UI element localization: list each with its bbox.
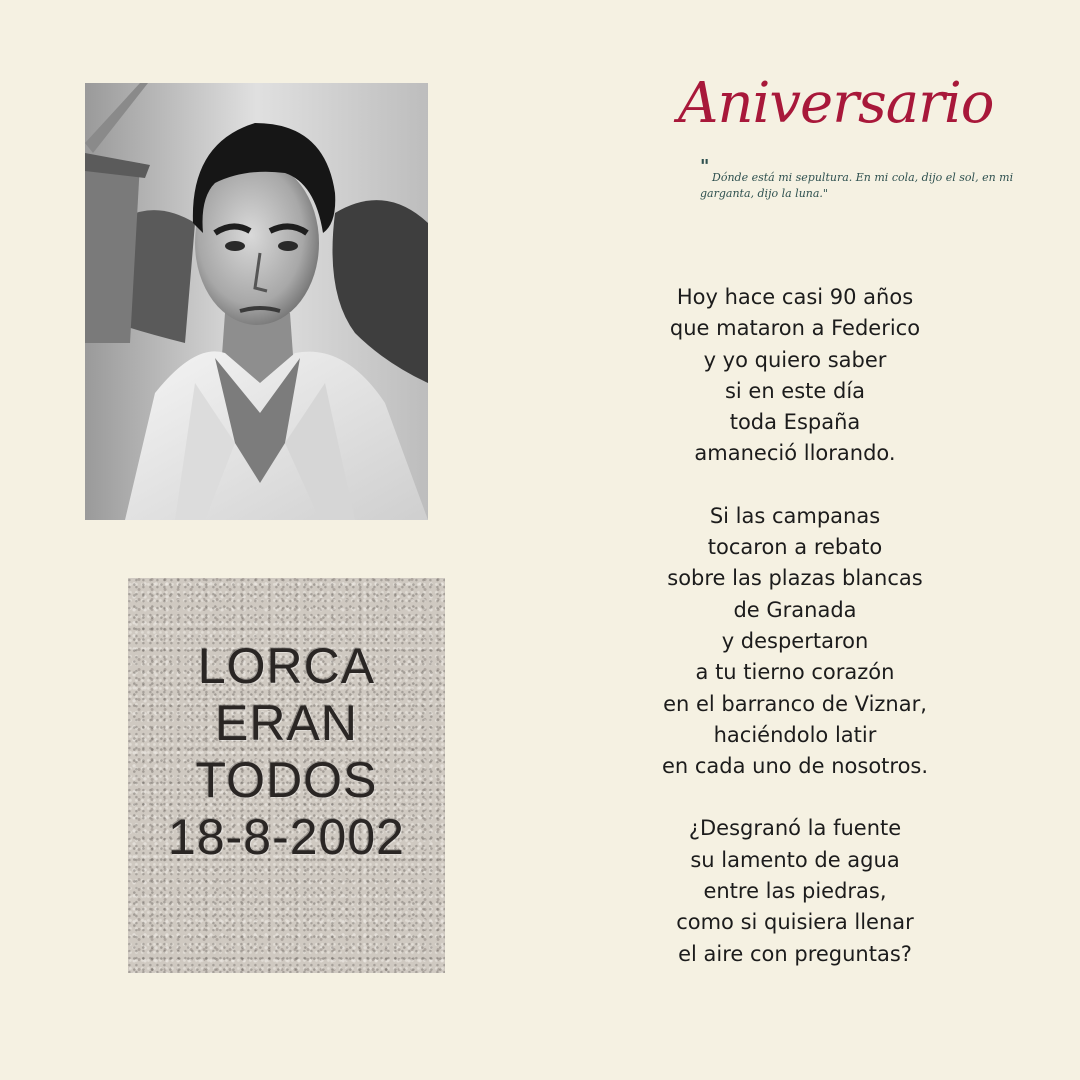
- poem-line: el aire con preguntas?: [678, 941, 912, 966]
- poem-line: ¿Desgranó la fuente: [688, 816, 902, 841]
- poem-line: amaneció llorando.: [694, 441, 896, 466]
- poem-line: Hoy hace casi 90 años: [676, 285, 914, 309]
- plaque-line: LORCA: [197, 638, 376, 694]
- poem-line: y despertaron: [721, 628, 869, 653]
- poem-line: toda España: [729, 410, 861, 435]
- plaque-line: ERAN: [215, 695, 358, 751]
- poem-line: haciéndolo latir: [713, 722, 877, 747]
- poem-stanza: [610, 282, 980, 470]
- page-title: Aniversario: [678, 71, 994, 136]
- plaque-line: 18-8-2002: [168, 809, 405, 865]
- poem-stanza: [610, 813, 980, 969]
- poem-line: si en este día: [724, 378, 866, 403]
- poem-line: en cada uno de nosotros.: [661, 754, 929, 779]
- portrait-illustration: [85, 83, 428, 520]
- poem-line: en el barranco de Viznar,: [663, 691, 927, 716]
- granite-plaque: [128, 578, 445, 973]
- plaque-line: TODOS: [195, 752, 378, 808]
- poem-line: y yo quiero saber: [703, 347, 887, 372]
- poem-line: sobre las plazas blancas: [667, 566, 923, 591]
- quote-mark: ": [700, 156, 710, 177]
- epigraph: Dónde está mi sepultura. En mi cola, dijo el sol, en mi garganta, dijo la luna.": [700, 171, 1014, 200]
- plaque-inscription: [128, 638, 445, 866]
- poem-line: entre las piedras,: [703, 879, 887, 904]
- poem-line: como si quisiera llenar: [676, 910, 914, 935]
- poem-line: que mataron a Federico: [669, 316, 921, 341]
- poem-stanza: [610, 501, 980, 783]
- poem: [610, 282, 980, 1001]
- poem-line: de Granada: [733, 597, 857, 622]
- poem-line: su lamento de agua: [690, 847, 900, 872]
- poem-line: a tu tierno corazón: [695, 660, 895, 685]
- poem-line: Si las campanas: [709, 503, 881, 528]
- poem-line: tocaron a rebato: [707, 535, 883, 560]
- portrait-photo: [85, 83, 428, 520]
